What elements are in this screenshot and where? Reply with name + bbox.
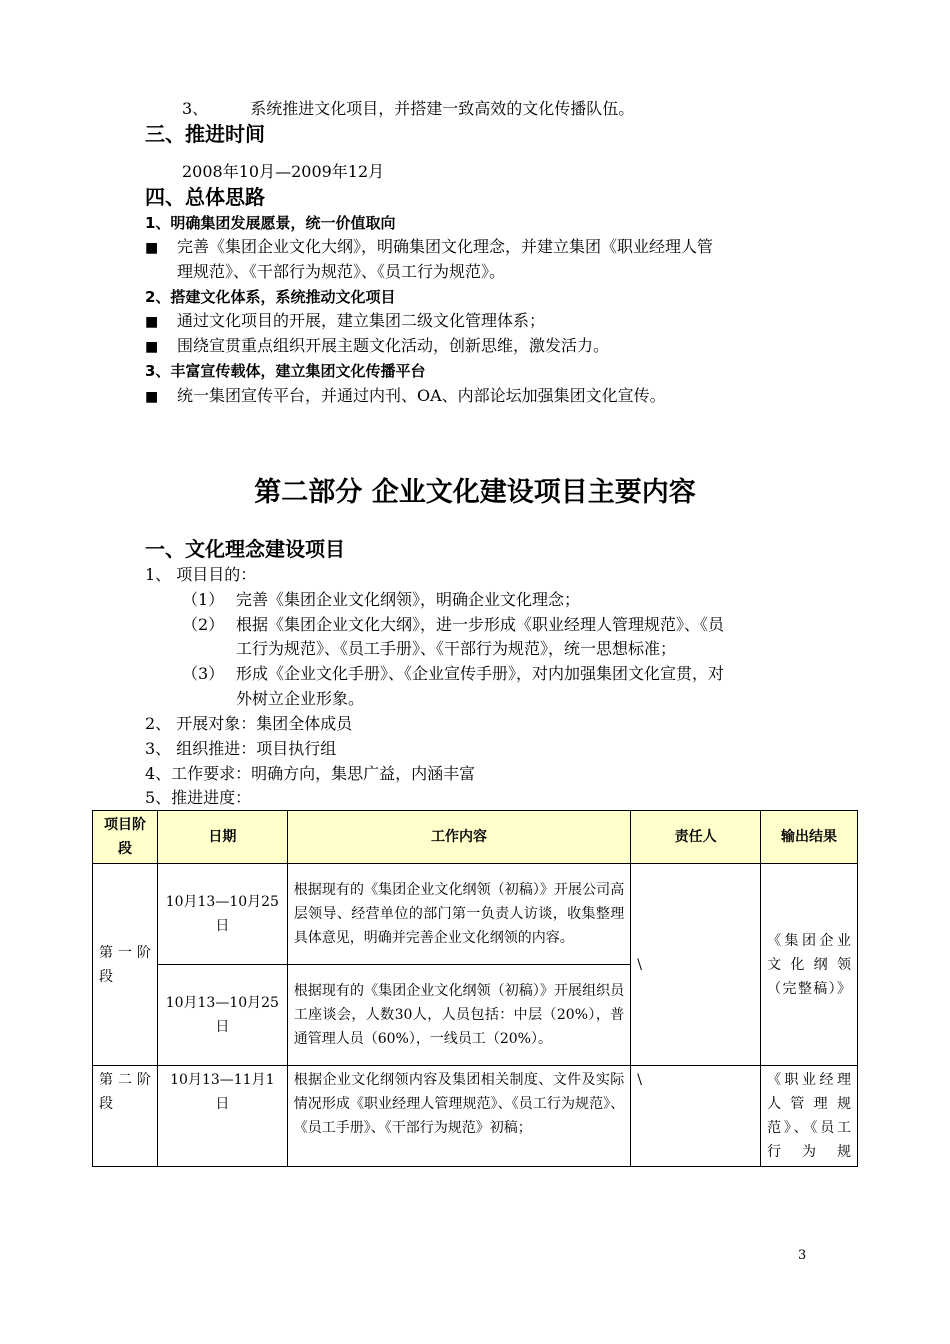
item-3: 3、 组织推进：项目执行组 [145,739,337,758]
item-1-2 [182,614,724,636]
section-4-title: 四、总体思路 [145,185,265,209]
table-header-row [93,811,858,864]
item-num: （3） [182,664,225,683]
section-3-title: 三、推进时间 [145,122,265,146]
item-5: 5、推进进度： [145,788,252,807]
owner-cell: \ [631,864,761,1066]
part-2-section-1-title: 一、文化理念建设项目 [145,537,345,561]
bullet-text: 统一集团宣传平台，并通过内刊、OA、内部论坛加强集团文化宣传。 [177,386,666,405]
date-cell: 10月13—11月1日 [157,1066,287,1167]
bullet-icon: ■ [145,339,159,355]
owner-cell: \ [631,1066,761,1167]
item-1-3 [182,663,724,685]
item-num: （1） [182,590,225,609]
bullet-line [145,385,666,408]
table-row [93,864,858,965]
content-cell: 根据现有的《集团企业文化纲领（初稿）》开展公司高层领导、经营单位的部门第一负责人访谈，收集整理具体意见，明确并完善企业文化纲领的内容。 [287,864,631,965]
bullet-icon: ■ [145,240,159,256]
bullet-text: 完善《集团企业文化大纲》，明确集团文化理念，并建立集团《职业经理人管 [177,237,714,256]
part-2-title: 第二部分 企业文化建设项目主要内容 [254,477,696,508]
item-1-3-cont: 外树立企业形象。 [236,689,365,708]
item-text: 完善《集团企业文化纲领》，明确企业文化理念； [236,590,581,609]
header-stage: 项目阶段 [93,811,158,864]
item-1: 1、 项目目的： [145,565,257,584]
item-text: 系统推进文化项目，并搭建一致高效的文化传播队伍。 [250,99,635,118]
header-owner: 责任人 [631,811,761,864]
section-3-text: 2008年10月—2009年12月 [182,162,385,181]
date-cell: 10月13—10月25日 [157,864,287,965]
header-content: 工作内容 [287,811,631,864]
bullet-line [145,335,609,358]
item-num: （2） [182,615,225,634]
item-text: 形成《企业文化手册》、《企业宣传手册》，对内加强集团文化宣贯，对 [236,664,725,683]
bullet-text-cont: 理规范》、《干部行为规范》、《员工行为规范》。 [177,262,506,281]
section-4-sub-2: 2、搭建文化体系，系统推动文化项目 [145,288,396,306]
item-text: 根据《集团企业文化大纲》，进一步形成《职业经理人管理规范》、《员 [236,615,725,634]
progress-table [92,810,858,1167]
bullet-icon: ■ [145,314,159,330]
bullet-text: 围绕宣贯重点组织开展主题文化活动，创新思维，激发活力。 [177,336,610,355]
header-date: 日期 [157,811,287,864]
table-row [93,1066,858,1167]
content-cell: 根据现有的《集团企业文化纲领（初稿）》开展组织员工座谈会，人数30人，人员包括：中层（20%），普通管理人员（60%），一线员工（20%）。 [287,965,631,1066]
stage-cell: 第二阶段 [93,1066,158,1167]
item-1-1 [182,589,580,611]
output-cell: 《集团企业文化纲领（完整稿）》 [761,864,858,1066]
section-4-sub-1: 1、明确集团发展愿景，统一价值取向 [145,214,396,232]
bullet-line [145,236,713,259]
item-2: 2、 开展对象：集团全体成员 [145,714,353,733]
section-4-sub-3: 3、丰富宣传载体，建立集团文化传播平台 [145,362,426,380]
item-number: 3、 [182,99,209,118]
header-output: 输出结果 [761,811,858,864]
bullet-line [145,310,545,333]
objective-item-3 [182,98,634,120]
output-cell: 《职业经理人管理规范》、《员工行为规 [761,1066,858,1167]
date-cell: 10月13—10月25日 [157,965,287,1066]
item-4: 4、工作要求：明确方向，集思广益，内涵丰富 [145,764,476,783]
bullet-icon: ■ [145,389,159,405]
page-number: 3 [798,1248,807,1263]
stage-cell: 第一阶段 [93,864,158,1066]
bullet-text: 通过文化项目的开展，建立集团二级文化管理体系； [177,311,546,330]
item-1-2-cont: 工行为规范》、《员工手册》、《干部行为规范》，统一思想标准； [236,639,677,658]
content-cell: 根据企业文化纲领内容及集团相关制度、文件及实际情况形成《职业经理人管理规范》、《员工行为规范》、《员工手册》、《干部行为规范》初稿； [287,1066,631,1167]
